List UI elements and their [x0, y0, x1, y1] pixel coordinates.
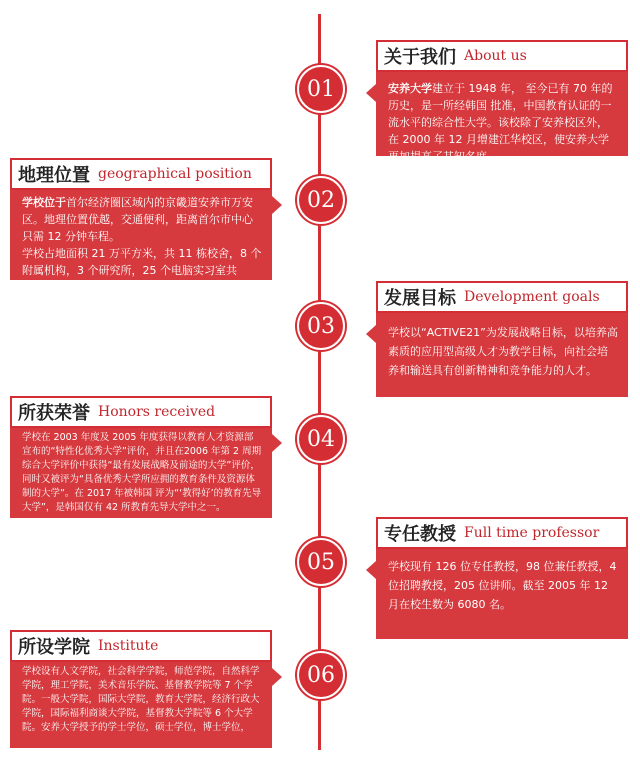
geography-text-2: 学校占地面积 21 万平方米，共 11 栋校舍，8 个附属机构，3 个研究所，25 个电脑实习室共 2000 余台电脑可供学生使用。: [22, 247, 262, 294]
about-body: [376, 70, 628, 163]
honors-header: [10, 396, 272, 428]
goals-title-cn: 发展目标: [384, 288, 456, 309]
timeline-node-02: [297, 176, 345, 224]
about-title-cn: 关于我们: [384, 47, 456, 68]
geography-text: 首尔经济圈区域内的京畿道安养市万安区。地理位置优越，交通便利，距离首尔市中心只需 12 分钟车程。: [22, 196, 253, 243]
institute-title-cn: 所设学院: [18, 637, 90, 658]
node-number: 06: [307, 662, 335, 688]
honors-card: [10, 396, 272, 518]
goals-header: [376, 281, 628, 313]
geography-header: [10, 158, 272, 190]
honors-title-cn: 所获荣誉: [18, 403, 90, 424]
about-card: [376, 40, 628, 163]
timeline-node-03: [297, 302, 345, 350]
professors-body: [376, 547, 628, 639]
timeline-node-05: [297, 538, 345, 586]
institute-header: [10, 630, 272, 662]
geography-lead: 学校位于: [22, 196, 66, 209]
node-number: 03: [307, 313, 335, 339]
professors-title-en: Full time professor: [464, 525, 600, 541]
institute-card: [10, 630, 272, 748]
node-number: 01: [307, 76, 335, 102]
professors-card: [376, 517, 628, 639]
professors-text: 学校现有 126 位专任教授，98 位兼任教授，4 位招聘教授，205 位讲师。截至 2005 年 12 月在校生数为 6080 名。: [388, 560, 617, 611]
honors-text: 学校在 2003 年度及 2005 年度获得以教育人才资源部宣布的“特性化优秀大学”评价，并且在2006 年第 2 周期综合大学评价中获得“最有发展战略及前途的大学”评价，同时又被评为“具备优秀大学所应拥的教育条件及资源体制的大学”。在 2017 年被韩国 评为“‘教得好’的教育先导大学”，是韩国仅有 42 所教育先导大学中之一。: [22, 432, 262, 513]
geography-body: [10, 188, 272, 294]
geography-title-cn: 地理位置: [18, 165, 90, 186]
node-number: 05: [307, 549, 335, 575]
institute-text: 学校设有人文学院，社会科学学院，师范学院，自然科学学院，理工学院，美术音乐学院、基督教学院等 7 个学院。一般大学院，国际大学院，教育大学院，经济行政大学院，国际福利商谈大学院，基督教大学院等 6 个大学院。安养大学授予的学士学位，硕士学位，博士学位，: [22, 666, 260, 733]
timeline-line: [318, 14, 321, 750]
institute-title-en: Institute: [98, 638, 159, 654]
honors-title-en: Honors received: [98, 404, 216, 420]
goals-text: 学校以“ACTIVE21”为发展战略目标，以培养高素质的应用型高级人才为教学目标，向社会培养和输送具有创新精神和竞争能力的人才。: [388, 326, 618, 377]
geography-card: [10, 158, 272, 294]
about-lead: 安养大学: [388, 82, 432, 95]
goals-card: [376, 281, 628, 397]
institute-body: [10, 660, 272, 748]
honors-body: [10, 426, 272, 518]
professors-header: [376, 517, 628, 549]
goals-title-en: Development goals: [464, 289, 600, 305]
timeline-node-01: [297, 65, 345, 113]
geography-title-en: geographical position: [98, 166, 252, 182]
professors-title-cn: 专任教授: [384, 524, 456, 545]
goals-body: [376, 311, 628, 397]
about-header: [376, 40, 628, 72]
timeline-node-06: [297, 651, 345, 699]
timeline-node-04: [297, 415, 345, 463]
about-title-en: About us: [464, 48, 527, 64]
about-text: 建立于 1948 年， 至今已有 70 年的历史，是一所经韩国 批准，中国教育认证的一流水平的综合性大学。该校除了安养校区外，在 2000 年 12 月增建江华校区，使安养大学更加提高了其知名度。: [388, 82, 613, 163]
node-number: 02: [307, 187, 335, 213]
node-number: 04: [307, 426, 335, 452]
